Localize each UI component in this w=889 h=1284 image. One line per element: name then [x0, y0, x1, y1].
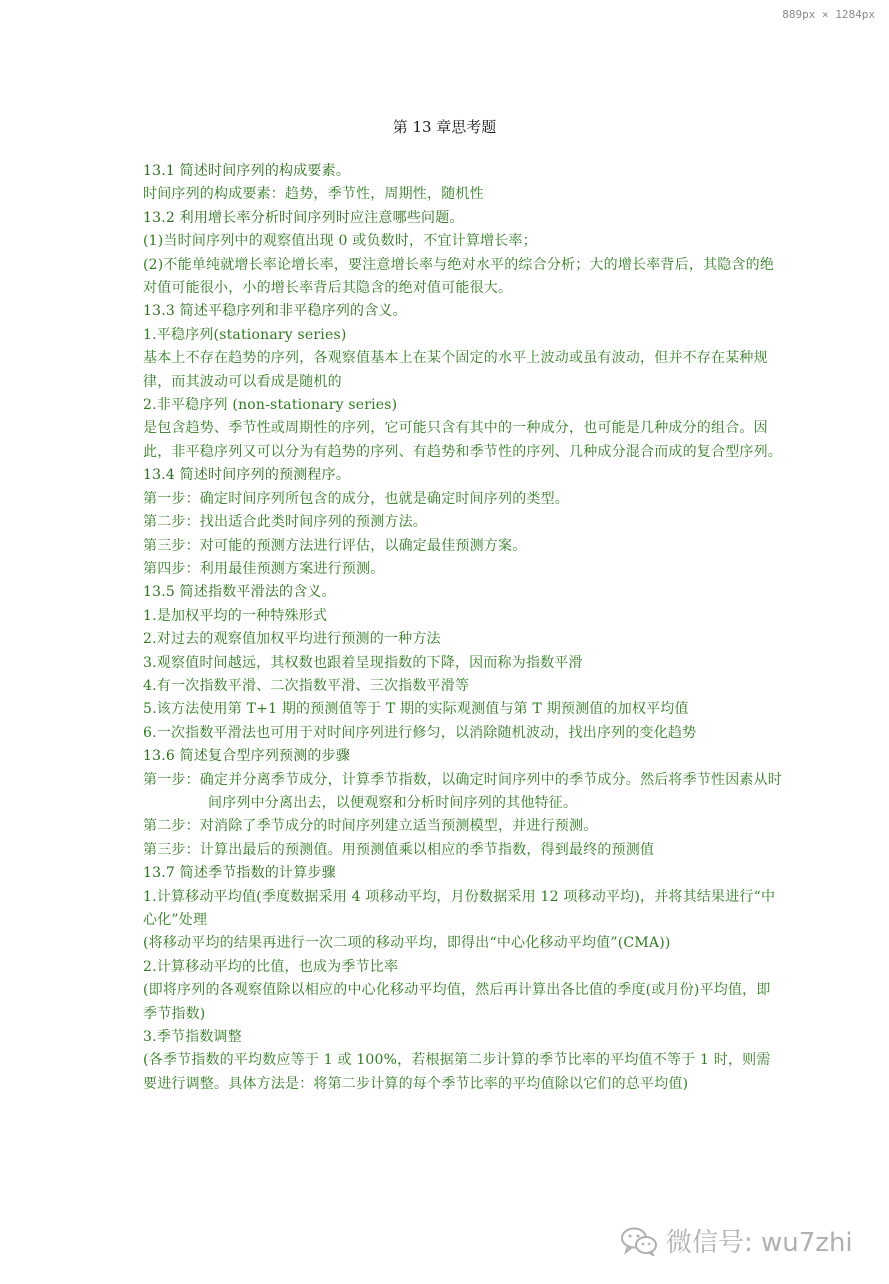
answer-line: 第一步：确定并分离季节成分，计算季节指数，以确定时间序列中的季节成分。然后将季节性因素从时间序列中分离出去，以便观察和分析时间序列的其他特征。 — [143, 771, 782, 811]
answer-line: 第三步：计算出最后的预测值。用预测值乘以相应的季节指数，得到最终的预测值 — [143, 841, 655, 858]
canvas-size-label: 889px × 1284px — [782, 8, 875, 21]
answer-line: (各季节指数的平均数应等于 1 或 100%，若根据第二步计算的季节比率的平均值不等于 1 时，则需要进行调整。具体方法是：将第二步计算的每个季节比率的平均值除以它们的总平均值) — [143, 1052, 771, 1092]
answer-line: 2.计算移动平均的比值，也成为季节比率 — [143, 958, 399, 975]
answer-line: 是包含趋势、季节性或周期性的序列，它可能只含有其中的一种成分，也可能是几种成分的组合。因此，非平稳序列又可以分为有趋势的序列、有趋势和季节性的序列、几种成分混合而成的复合型序列。 — [143, 420, 782, 460]
page-title: 第 13 章思考题 — [392, 118, 497, 136]
answer-line: 第一步：确定时间序列所包含的成分，也就是确定时间序列的类型。 — [143, 490, 569, 507]
question-heading: 13.5 简述指数平滑法的含义。 — [143, 584, 336, 601]
question-heading: 13.7 简述季节指数的计算步骤 — [143, 865, 336, 882]
answer-line: (2)不能单纯就增长率论增长率，要注意增长率与绝对水平的综合分析；大的增长率背后，其隐含的绝对值可能很小，小的增长率背后其隐含的绝对值可能很大。 — [143, 256, 775, 297]
answer-line: 第三步：对可能的预测方法进行评估，以确定最佳预测方案。 — [143, 537, 527, 554]
answer-line: 4.有一次指数平滑、二次指数平滑、三次指数平滑等 — [143, 677, 470, 694]
answer-line: 1.计算移动平均值(季度数据采用 4 项移动平均，月份数据采用 12 项移动平均)，并将其结果进行“中心化”处理 — [143, 888, 776, 928]
question-heading: 13.3 简述平稳序列和非平稳序列的含义。 — [143, 303, 407, 320]
wechat-watermark — [620, 1222, 853, 1259]
answer-line: 基本上不存在趋势的序列，各观察值基本上在某个固定的水平上波动或虽有波动，但并不存在某种规律，而其波动可以看成是随机的 — [143, 350, 768, 390]
answer-line: 3.季节指数调整 — [143, 1029, 242, 1046]
answer-line: 3.观察值时间越远，其权数也跟着呈现指数的下降，因而称为指数平滑 — [143, 654, 583, 671]
answer-line: 5.该方法使用第 T+1 期的预测值等于 T 期的实际观测值与第 T 期预测值的加权平均值 — [143, 701, 689, 718]
answer-line: (1)当时间序列中的观察值出现 0 或负数时，不宜计算增长率； — [143, 233, 537, 250]
question-heading: 13.6 简述复合型序列预测的步骤 — [143, 748, 351, 765]
answer-line: 第二步：找出适合此类时间序列的预测方法。 — [143, 514, 427, 531]
answer-line: 第四步：利用最佳预测方案进行预测。 — [143, 560, 385, 577]
answer-line: (将移动平均的结果再进行一次二项的移动平均，即得出“中心化移动平均值”(CMA)) — [143, 935, 671, 952]
answer-line: 时间序列的构成要素：趋势，季节性，周期性，随机性 — [143, 186, 484, 203]
question-heading: 13.2 利用增长率分析时间序列时应注意哪些问题。 — [143, 209, 464, 226]
answer-line: 2.对过去的观察值加权平均进行预测的一种方法 — [143, 631, 441, 648]
question-heading: 13.1 简述时间序列的构成要素。 — [143, 163, 351, 179]
answer-line: 6.一次指数平滑法也可用于对时间序列进行修匀，以消除随机波动，找出序列的变化趋势 — [143, 724, 697, 741]
watermark-label: 微信号: wu7zhi — [666, 1228, 853, 1258]
answer-line: 2.非平稳序列 (non-stationary series) — [143, 397, 398, 414]
answer-line: 第二步：对消除了季节成分的时间序列建立适当预测模型，并进行预测。 — [143, 818, 598, 835]
answer-line: 1.平稳序列(stationary series) — [143, 326, 347, 343]
wechat-icon — [620, 1226, 658, 1256]
question-heading: 13.4 简述时间序列的预测程序。 — [143, 467, 351, 484]
document-body — [143, 160, 783, 1096]
answer-line: (即将序列的各观察值除以相应的中心化移动平均值，然后再计算出各比值的季度(或月份)平均值，即季节指数) — [143, 982, 771, 1022]
answer-line: 1.是加权平均的一种特殊形式 — [143, 607, 328, 624]
